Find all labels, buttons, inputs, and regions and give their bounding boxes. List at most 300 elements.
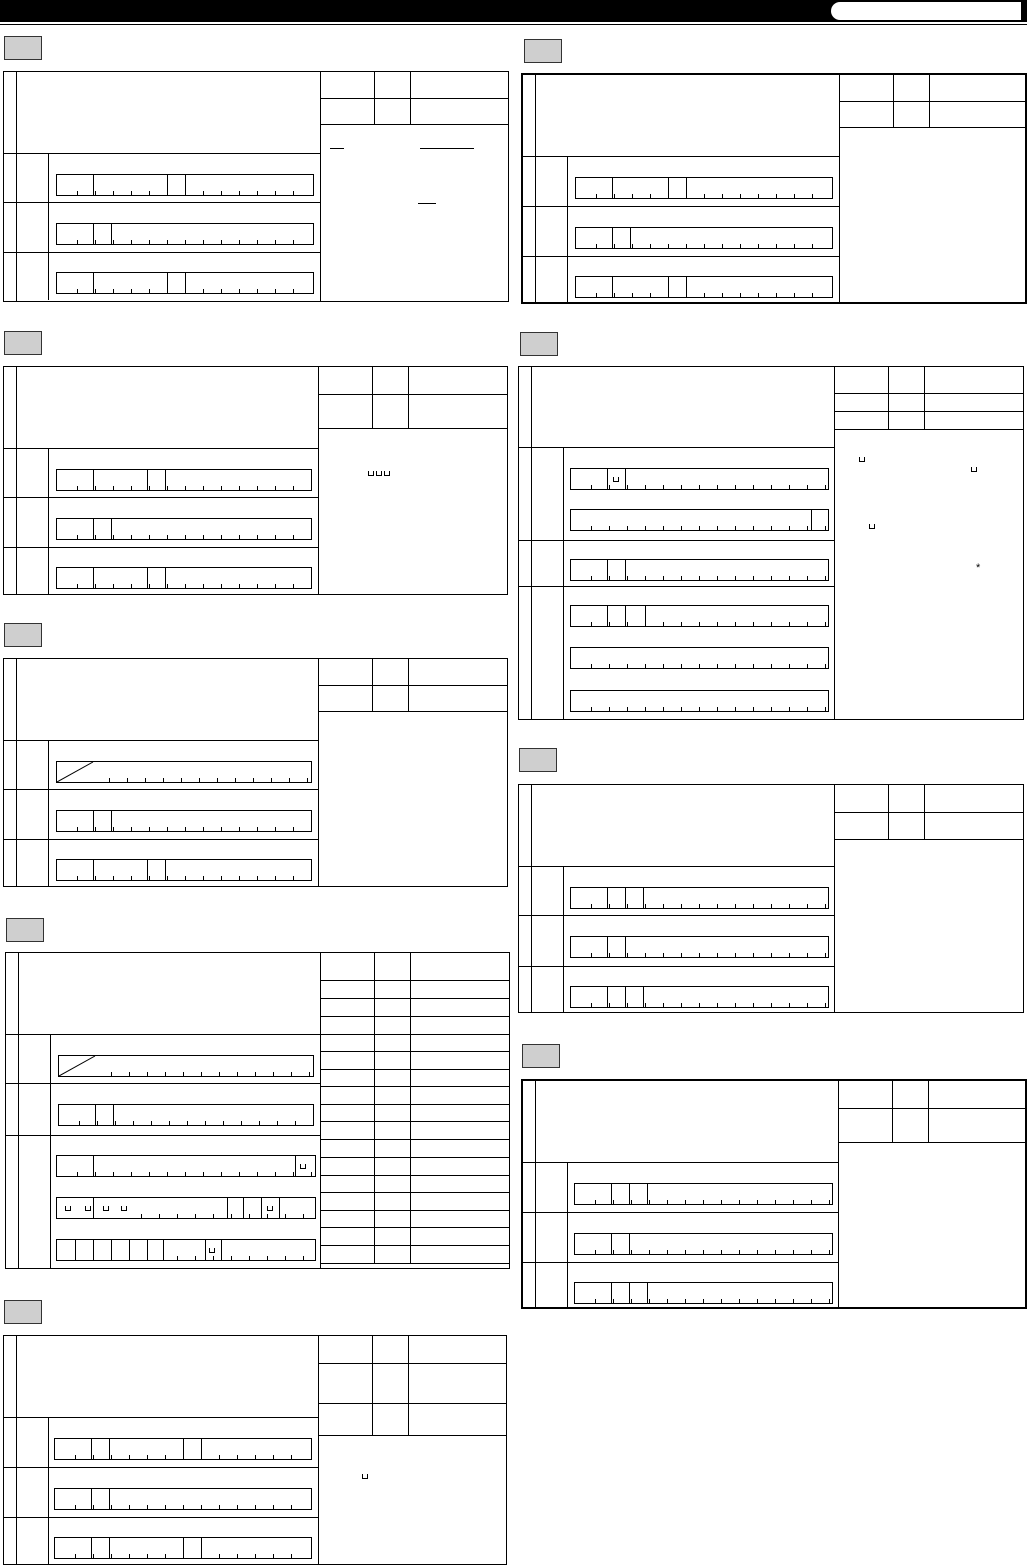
field-divider [147, 568, 148, 588]
digit-tick [717, 664, 718, 668]
row-rule [6, 1083, 320, 1084]
digit-tick [771, 485, 772, 489]
digit-tick [807, 622, 808, 626]
digit-tick [221, 191, 222, 195]
diagonal-slash-icon [57, 762, 95, 782]
digit-tick [231, 1256, 232, 1260]
digit-tick [239, 876, 240, 880]
digit-tick [275, 191, 276, 195]
digit-tick [309, 1072, 310, 1076]
digit-tick [645, 1003, 646, 1007]
digit-tick [185, 191, 186, 195]
row-rule [318, 394, 507, 395]
entry-field [574, 1282, 833, 1304]
digit-tick [213, 1256, 214, 1260]
column-rule [16, 1336, 17, 1564]
column-rule [563, 966, 564, 1013]
row-rule [320, 1086, 509, 1087]
digit-tick [685, 1200, 686, 1204]
digit-tick [614, 194, 615, 198]
digit-tick [753, 576, 754, 580]
digit-tick [591, 622, 592, 626]
digit-tick [239, 827, 240, 831]
digit-tick [95, 535, 96, 539]
digit-tick [789, 664, 790, 668]
digit-tick [267, 1214, 268, 1218]
digit-tick [131, 827, 132, 831]
entry-field [56, 1197, 316, 1219]
digit-tick [776, 293, 777, 297]
digit-tick [237, 1554, 238, 1558]
field-divider [625, 606, 626, 626]
row-rule [519, 915, 834, 916]
digit-tick [645, 485, 646, 489]
digit-tick [273, 1505, 274, 1509]
digit-tick [203, 289, 204, 293]
digit-tick [149, 486, 150, 490]
digit-tick [699, 622, 700, 626]
digit-tick [199, 778, 200, 782]
row-rule [320, 1139, 509, 1140]
digit-tick [267, 1256, 268, 1260]
digit-tick [77, 240, 78, 244]
digit-tick [203, 191, 204, 195]
digit-tick [203, 486, 204, 490]
field-divider [243, 1198, 244, 1218]
digit-tick [129, 1554, 130, 1558]
digit-tick [113, 535, 114, 539]
digit-tick [289, 778, 290, 782]
space-mark-icon [65, 1206, 71, 1211]
digit-tick [825, 1003, 826, 1007]
entry-field [575, 227, 833, 249]
field-divider [147, 470, 148, 490]
digit-tick [239, 535, 240, 539]
column-rule [535, 75, 536, 304]
column-rule [563, 915, 564, 966]
digit-tick [771, 622, 772, 626]
digit-tick [203, 876, 204, 880]
digit-tick [285, 1214, 286, 1218]
digit-tick [721, 1200, 722, 1204]
field-divider [625, 469, 626, 489]
digit-tick [609, 526, 610, 530]
digit-tick [650, 244, 651, 248]
digit-tick [275, 289, 276, 293]
digit-tick [650, 194, 651, 198]
digit-tick [668, 293, 669, 297]
digit-tick [293, 289, 294, 293]
digit-tick [273, 1072, 274, 1076]
row-rule [4, 448, 318, 449]
digit-tick [165, 1455, 166, 1459]
row-rule [4, 789, 318, 790]
space-mark-icon [362, 1474, 368, 1479]
digit-tick [771, 953, 772, 957]
entry-field [56, 567, 312, 589]
row-rule [4, 740, 318, 741]
row-rule [523, 1212, 838, 1213]
column-rule [888, 367, 889, 429]
space-mark-icon [859, 457, 865, 462]
digit-tick [825, 485, 826, 489]
digit-tick [75, 1455, 76, 1459]
column-rule [320, 953, 321, 1268]
field-divider [612, 277, 613, 297]
digit-tick [231, 1214, 232, 1218]
row-rule [320, 980, 509, 981]
digit-tick [147, 1455, 148, 1459]
entry-field [54, 1488, 312, 1510]
section-number-box [6, 918, 44, 942]
digit-tick [293, 1172, 294, 1176]
field-divider [607, 469, 608, 489]
digit-tick [685, 1299, 686, 1303]
digit-tick [740, 194, 741, 198]
digit-tick [77, 1172, 78, 1176]
digit-tick [277, 1121, 278, 1125]
digit-tick [203, 827, 204, 831]
field-divider [109, 1489, 110, 1509]
digit-tick [131, 289, 132, 293]
digit-tick [111, 1554, 112, 1558]
column-rule [531, 367, 532, 719]
entry-field [54, 1537, 312, 1559]
field-divider [629, 1234, 630, 1254]
digit-tick [735, 526, 736, 530]
digit-tick [703, 1299, 704, 1303]
digit-tick [275, 535, 276, 539]
row-rule [519, 966, 834, 967]
field-divider [625, 888, 626, 908]
column-rule [318, 367, 319, 594]
field-divider [625, 937, 626, 957]
digit-tick [771, 904, 772, 908]
row-rule [320, 1192, 509, 1193]
digit-tick [221, 486, 222, 490]
row-rule [839, 127, 1027, 128]
digit-tick [627, 953, 628, 957]
digit-tick [293, 535, 294, 539]
digit-tick [807, 707, 808, 711]
field-divider [163, 1240, 164, 1260]
column-rule [531, 785, 532, 1012]
digit-tick [739, 1299, 740, 1303]
field-divider [611, 1184, 612, 1204]
note-asterisk: * [976, 562, 981, 574]
space-mark-icon [376, 471, 382, 476]
digit-tick [221, 240, 222, 244]
row-rule [320, 1016, 509, 1017]
digit-tick [668, 194, 669, 198]
digit-tick [183, 1455, 184, 1459]
column-rule [48, 1417, 49, 1467]
field-divider [93, 568, 94, 588]
digit-tick [167, 1172, 168, 1176]
digit-tick [722, 194, 723, 198]
digit-tick [113, 289, 114, 293]
digit-tick [97, 1121, 98, 1125]
section-number-box [519, 748, 557, 772]
digit-tick [201, 1505, 202, 1509]
digit-tick [291, 1505, 292, 1509]
column-rule [893, 75, 894, 127]
digit-tick [753, 622, 754, 626]
row-rule [839, 101, 1027, 102]
column-rule [408, 1336, 409, 1435]
digit-tick [699, 953, 700, 957]
digit-tick [721, 1250, 722, 1254]
field-divider [93, 519, 94, 539]
field-divider [625, 560, 626, 580]
digit-tick [235, 778, 236, 782]
digit-tick [681, 904, 682, 908]
field-divider [607, 606, 608, 626]
digit-tick [614, 244, 615, 248]
digit-tick [789, 707, 790, 711]
field-divider [607, 888, 608, 908]
entry-field [56, 1155, 316, 1177]
digit-tick [609, 622, 610, 626]
digit-tick [249, 1256, 250, 1260]
digit-tick [203, 535, 204, 539]
digit-tick [115, 1121, 116, 1125]
digit-tick [149, 535, 150, 539]
column-rule [48, 1517, 49, 1564]
digit-tick [771, 576, 772, 580]
digit-tick [663, 622, 664, 626]
digit-tick [187, 1121, 188, 1125]
digit-tick [717, 526, 718, 530]
digit-tick [609, 576, 610, 580]
digit-tick [627, 904, 628, 908]
field-divider [647, 1283, 648, 1303]
field-divider [205, 1240, 206, 1260]
field-divider [165, 860, 166, 880]
digit-tick [789, 526, 790, 530]
row-rule [4, 202, 320, 203]
digit-tick [703, 1250, 704, 1254]
row-rule [320, 1104, 509, 1105]
digit-tick [77, 584, 78, 588]
digit-tick [681, 1003, 682, 1007]
row-rule [318, 1403, 506, 1404]
digit-tick [167, 486, 168, 490]
digit-tick [807, 664, 808, 668]
column-rule [318, 1336, 319, 1564]
row-rule [318, 428, 507, 429]
digit-tick [789, 953, 790, 957]
digit-tick [825, 904, 826, 908]
field-divider [91, 1489, 92, 1509]
field-divider [630, 228, 631, 248]
digit-tick [255, 1554, 256, 1558]
digit-tick [111, 1505, 112, 1509]
digit-tick [686, 244, 687, 248]
column-rule [410, 953, 411, 1263]
digit-tick [631, 1250, 632, 1254]
digit-tick [185, 240, 186, 244]
digit-tick [183, 1554, 184, 1558]
digit-tick [203, 584, 204, 588]
digit-tick [776, 244, 777, 248]
digit-tick [257, 289, 258, 293]
digit-tick [609, 1003, 610, 1007]
digit-tick [591, 904, 592, 908]
column-rule [892, 1081, 893, 1142]
digit-tick [704, 194, 705, 198]
digit-tick [201, 1554, 202, 1558]
space-mark-icon [300, 1164, 306, 1169]
digit-tick [239, 240, 240, 244]
digit-tick [757, 1250, 758, 1254]
digit-tick [237, 1505, 238, 1509]
digit-tick [681, 622, 682, 626]
digit-tick [167, 535, 168, 539]
row-rule [320, 1263, 509, 1264]
digit-tick [681, 485, 682, 489]
digit-tick [735, 953, 736, 957]
digit-tick [165, 1505, 166, 1509]
row-rule [320, 1121, 509, 1122]
digit-tick [807, 526, 808, 530]
space-mark-icon [121, 1206, 127, 1211]
entry-field [56, 518, 312, 540]
digit-tick [794, 244, 795, 248]
digit-tick [595, 1250, 596, 1254]
column-rule [567, 206, 568, 256]
digit-tick [757, 1200, 758, 1204]
digit-tick [699, 904, 700, 908]
digit-tick [293, 827, 294, 831]
row-rule [519, 866, 834, 867]
digit-tick [632, 293, 633, 297]
row-rule [4, 1517, 318, 1518]
field-divider [93, 1198, 94, 1218]
digit-tick [93, 1554, 94, 1558]
digit-tick [213, 1214, 214, 1218]
entry-field [56, 1239, 316, 1261]
digit-tick [177, 1214, 178, 1218]
digit-tick [627, 485, 628, 489]
digit-tick [219, 1455, 220, 1459]
section-number-box [4, 623, 42, 647]
digit-tick [596, 244, 597, 248]
digit-tick [645, 664, 646, 668]
digit-tick [775, 1250, 776, 1254]
underline-mark [330, 148, 344, 149]
digit-tick [271, 778, 272, 782]
digit-tick [95, 486, 96, 490]
digit-tick [239, 486, 240, 490]
underline-mark [420, 148, 474, 149]
row-rule [834, 393, 1023, 394]
digit-tick [812, 244, 813, 248]
row-rule [523, 1262, 838, 1263]
row-rule [519, 540, 834, 541]
form-block [3, 658, 508, 887]
row-rule [318, 1435, 506, 1436]
digit-tick [149, 827, 150, 831]
digit-tick [257, 876, 258, 880]
digit-tick [203, 240, 204, 244]
digit-tick [771, 1003, 772, 1007]
digit-tick [291, 1554, 292, 1558]
digit-tick [275, 1172, 276, 1176]
digit-tick [237, 1072, 238, 1076]
digit-tick [739, 1250, 740, 1254]
row-rule [834, 429, 1023, 430]
entry-field [570, 690, 829, 712]
column-rule [838, 1081, 839, 1309]
column-rule [16, 367, 17, 594]
column-rule [888, 785, 889, 839]
column-rule [834, 785, 835, 1012]
digit-tick [704, 293, 705, 297]
field-divider [93, 273, 94, 293]
row-rule [519, 447, 834, 448]
digit-tick [127, 778, 128, 782]
digit-tick [255, 1072, 256, 1076]
digit-tick [721, 1299, 722, 1303]
digit-tick [681, 526, 682, 530]
digit-tick [141, 1214, 142, 1218]
digit-tick [631, 1299, 632, 1303]
row-rule [320, 1051, 509, 1052]
section-number-box [4, 331, 42, 355]
top-header-bar [0, 0, 1027, 22]
field-divider [111, 519, 112, 539]
column-rule [48, 547, 49, 594]
digit-tick [613, 1299, 614, 1303]
digit-tick [249, 1214, 250, 1218]
digit-tick [165, 1072, 166, 1076]
field-divider [612, 228, 613, 248]
digit-tick [257, 535, 258, 539]
digit-tick [163, 778, 164, 782]
space-mark-icon [368, 471, 374, 476]
digit-tick [131, 876, 132, 880]
digit-tick [596, 293, 597, 297]
column-rule [563, 866, 564, 915]
digit-tick [686, 293, 687, 297]
digit-tick [185, 876, 186, 880]
column-rule [48, 1467, 49, 1517]
digit-tick [645, 904, 646, 908]
field-divider [643, 888, 644, 908]
column-rule [535, 1081, 536, 1309]
digit-tick [825, 576, 826, 580]
digit-tick [722, 293, 723, 297]
digit-tick [627, 526, 628, 530]
digit-tick [771, 664, 772, 668]
column-rule [48, 789, 49, 839]
column-rule [48, 497, 49, 547]
field-divider [643, 987, 644, 1007]
column-rule [567, 156, 568, 206]
row-rule [834, 839, 1023, 840]
digit-tick [257, 584, 258, 588]
digit-tick [151, 1121, 152, 1125]
digit-tick [95, 876, 96, 880]
entry-field [56, 223, 314, 245]
row-rule [4, 252, 320, 253]
row-rule [318, 711, 507, 712]
digit-tick [183, 1505, 184, 1509]
digit-tick [241, 1121, 242, 1125]
digit-tick [812, 194, 813, 198]
row-rule [4, 497, 318, 498]
